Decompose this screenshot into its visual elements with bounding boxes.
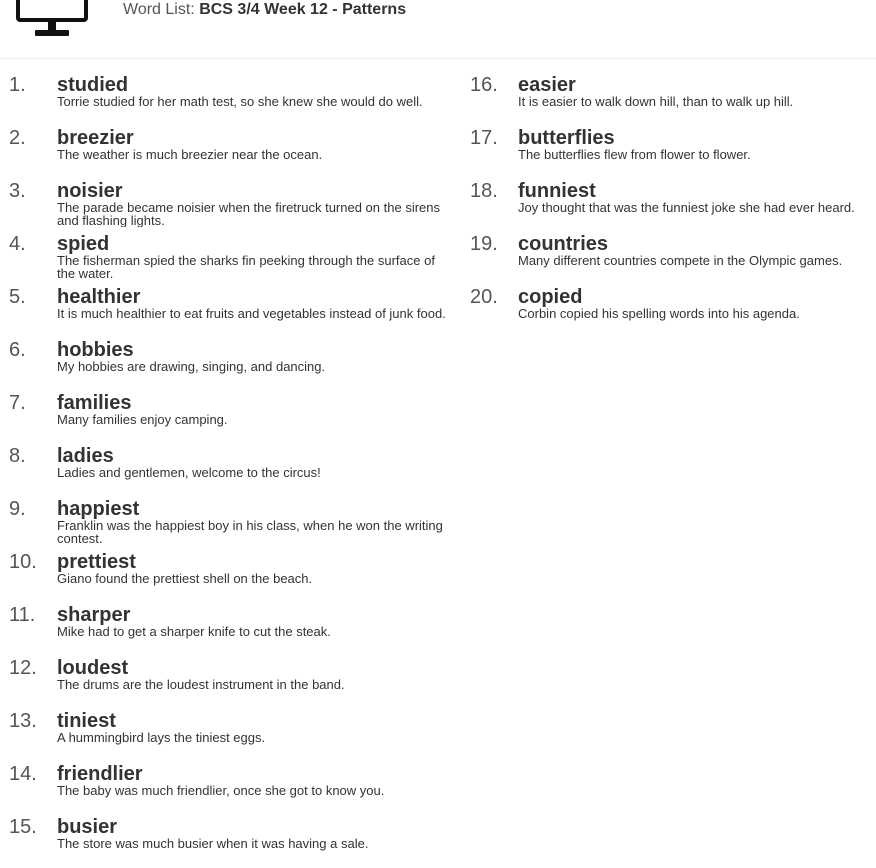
word-number: 13. — [9, 710, 37, 732]
example-sentence: The weather is much breezier near the ocean. — [57, 148, 323, 162]
title-label: Word List: — [123, 1, 195, 18]
word-number: 11. — [9, 604, 36, 626]
word-number: 16. — [470, 74, 498, 96]
word-entry — [470, 126, 876, 179]
word-number: 20. — [470, 286, 498, 308]
word-entry — [9, 444, 429, 497]
word-entry — [9, 603, 429, 656]
spelling-word: butterflies — [518, 127, 615, 149]
list-name: BCS 3/4 Week 12 - Patterns — [199, 1, 407, 18]
word-entry — [9, 709, 429, 762]
example-sentence: It is easier to walk down hill, than to walk up hill. — [518, 95, 794, 109]
example-sentence: The butterflies flew from flower to flower. — [518, 148, 751, 162]
word-number: 4. — [9, 233, 26, 255]
word-entry — [470, 232, 876, 285]
spelling-word: families — [57, 392, 132, 414]
word-entry — [470, 73, 876, 126]
word-number: 14. — [9, 763, 37, 785]
example-sentence: The parade became noisier when the firetruck turned on the sirens and flashing lights. — [57, 201, 440, 227]
example-sentence: Many families enjoy camping. — [57, 413, 228, 427]
word-number: 17. — [470, 127, 498, 149]
word-number: 9. — [9, 498, 26, 520]
spelling-word: tiniest — [57, 710, 116, 732]
word-entry — [9, 338, 429, 391]
word-number: 3. — [9, 180, 26, 202]
spelling-word: countries — [518, 233, 609, 255]
word-number: 18. — [470, 180, 498, 202]
example-sentence: The store was much busier when it was having a sale. — [57, 837, 369, 851]
spelling-word: hobbies — [57, 339, 134, 361]
word-number: 5. — [9, 286, 26, 308]
example-sentence: The baby was much friendlier, once she got to know you. — [57, 784, 385, 798]
spelling-word: noisier — [57, 180, 123, 202]
example-sentence: Many different countries compete in the Olympic games. — [518, 254, 843, 268]
example-sentence: Mike had to get a sharper knife to cut the steak. — [57, 625, 331, 639]
example-sentence: Ladies and gentlemen, welcome to the circus! — [57, 466, 321, 480]
word-entry — [9, 815, 429, 868]
word-number: 10. — [9, 551, 37, 573]
word-number: 19. — [470, 233, 498, 255]
word-entry — [9, 762, 429, 815]
word-entry — [9, 285, 446, 338]
header — [0, 0, 876, 59]
word-entry — [9, 391, 429, 444]
spelling-word: prettiest — [57, 551, 136, 573]
spelling-word: friendlier — [57, 763, 143, 785]
spelling-word: easier — [518, 74, 576, 96]
word-number: 15. — [9, 816, 37, 838]
example-sentence: The drums are the loudest instrument in the band. — [57, 678, 345, 692]
example-sentence: Torrie studied for her math test, so she knew she would do well. — [57, 95, 423, 109]
word-number: 12. — [9, 657, 37, 679]
word-number: 7. — [9, 392, 26, 414]
word-entry — [9, 497, 443, 550]
word-entry — [9, 232, 435, 285]
example-sentence: A hummingbird lays the tiniest eggs. — [57, 731, 266, 745]
word-number: 8. — [9, 445, 26, 467]
word-entry — [470, 285, 876, 338]
spelling-word: breezier — [57, 127, 134, 149]
word-entry — [9, 73, 429, 126]
spelling-word: sharper — [57, 604, 131, 626]
page-title — [123, 1, 406, 19]
word-entry — [9, 126, 429, 179]
example-sentence: The fisherman spied the sharks fin peeking through the surface of the water. — [57, 254, 435, 280]
example-sentence: Giano found the prettiest shell on the beach. — [57, 572, 313, 586]
example-sentence: Corbin copied his spelling words into his agenda. — [518, 307, 800, 321]
monitor-icon — [15, 0, 89, 44]
example-sentence: It is much healthier to eat fruits and vegetables instead of junk food. — [57, 307, 446, 321]
spelling-word: busier — [57, 816, 118, 838]
spelling-word: happiest — [57, 498, 140, 520]
spelling-word: copied — [518, 286, 583, 308]
spelling-word: spied — [57, 233, 110, 255]
example-sentence: My hobbies are drawing, singing, and dancing. — [57, 360, 326, 374]
spelling-word: loudest — [57, 657, 129, 679]
word-entry — [9, 656, 429, 709]
example-sentence: Franklin was the happiest boy in his class, when he won the writing contest. — [57, 519, 443, 545]
word-entry — [9, 550, 429, 603]
word-entry — [470, 179, 876, 232]
word-number: 1. — [9, 74, 26, 96]
spelling-word: healthier — [57, 286, 141, 308]
spelling-word: funniest — [518, 180, 596, 202]
example-sentence: Joy thought that was the funniest joke she had ever heard. — [518, 201, 855, 215]
spelling-word: studied — [57, 74, 129, 96]
word-entry — [9, 179, 440, 232]
word-number: 6. — [9, 339, 26, 361]
word-number: 2. — [9, 127, 26, 149]
spelling-word: ladies — [57, 445, 114, 467]
